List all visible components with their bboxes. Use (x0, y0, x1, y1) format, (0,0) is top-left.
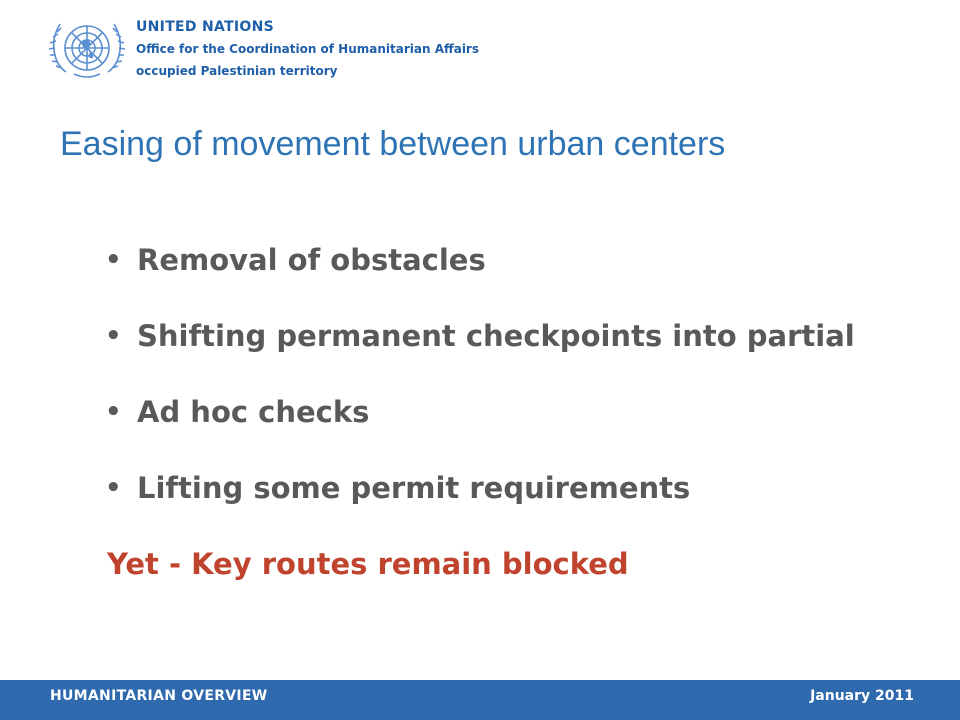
un-emblem-icon (44, 12, 130, 84)
bullet-item (105, 388, 855, 464)
footer-section-title: HUMANITARIAN OVERVIEW (50, 688, 268, 704)
bullet-item (105, 312, 855, 388)
bullet-text: Ad hoc checks (137, 395, 370, 429)
slide-title: Easing of movement between urban centers (60, 125, 726, 163)
organization-block (136, 16, 479, 82)
bullet-text: Lifting some permit requirements (137, 471, 691, 505)
bullet-item (105, 236, 855, 312)
footer-bar (0, 680, 960, 720)
slide-header (0, 0, 960, 100)
bullet-dot-icon: • (105, 473, 122, 503)
region-name: occupied Palestinian territory (136, 64, 338, 78)
bullet-dot-icon: • (105, 245, 122, 275)
bullet-dot-icon: • (105, 397, 122, 427)
bullet-list (105, 236, 855, 540)
bullet-item (105, 464, 855, 540)
organization-name: UNITED NATIONS (136, 19, 275, 35)
footer-date: January 2011 (810, 688, 914, 704)
bullet-dot-icon: • (105, 321, 122, 351)
conclusion-text: Yet - Key routes remain blocked (107, 547, 629, 581)
bullet-text: Removal of obstacles (137, 243, 486, 277)
office-name: Office for the Coordination of Humanitarian Affairs (136, 42, 479, 56)
bullet-text: Shifting permanent checkpoints into partial (137, 319, 855, 353)
